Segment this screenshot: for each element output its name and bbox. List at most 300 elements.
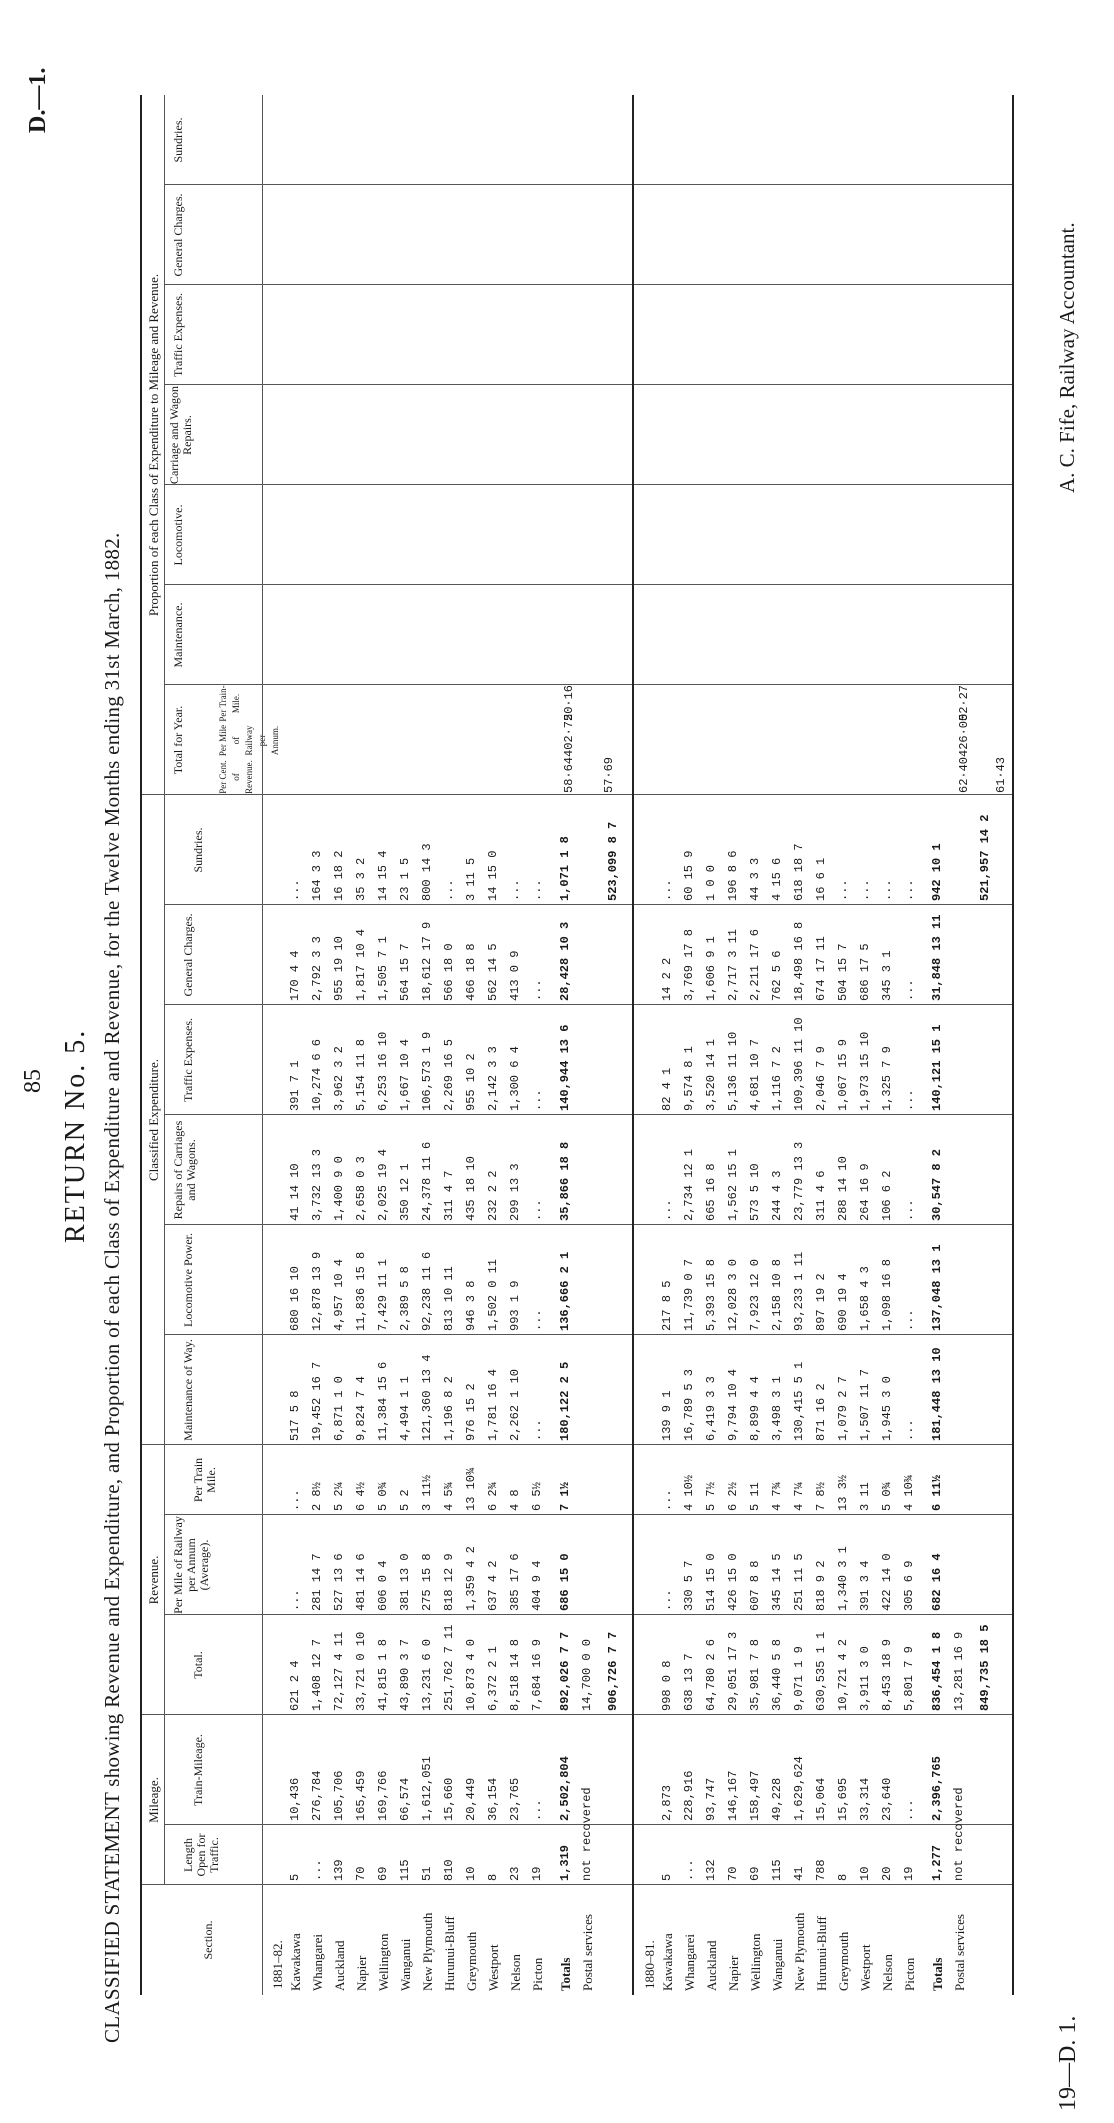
cell-length: ...	[682, 1859, 696, 1881]
header-rule	[164, 95, 165, 1885]
cell-train: 33,314	[858, 1777, 872, 1821]
cell-rev: 8,453 18 9	[880, 1638, 894, 1711]
cell-maint: 3,498 3 1	[770, 1376, 784, 1441]
totals-length: 1,319	[558, 1844, 572, 1881]
section-name: Auckland	[332, 1940, 347, 1991]
cell-train: 20,449	[464, 1777, 478, 1821]
cell-train: 105,706	[332, 1770, 346, 1821]
section-name: Westport	[486, 1944, 501, 1991]
totals-traf: 140,121 15 1	[930, 1024, 944, 1111]
grand-total-revenue: 849,735 18 5	[978, 1624, 992, 1711]
cell-gen: ...	[902, 979, 916, 1001]
year-label: 1881–82.	[270, 1940, 285, 1989]
column-rule	[164, 284, 1012, 285]
cell-length: 115	[770, 1859, 784, 1881]
cell-gen: 674 17 11	[814, 936, 828, 1001]
cell-pm: 385 17 6	[508, 1553, 522, 1611]
cell-loco: 11,739 0 7	[682, 1258, 696, 1331]
cell-rep: 350 12 1	[398, 1163, 412, 1221]
section-name: Wellington	[376, 1933, 391, 1991]
cell-gen: 2,211 17 6	[748, 928, 762, 1001]
totals-rep: 35,866 18 8	[558, 1141, 572, 1221]
cell-sund: ...	[660, 879, 674, 901]
cell-rev: 630,535 1 1	[814, 1631, 828, 1711]
cell-rev: 13,231 6 0	[420, 1638, 434, 1711]
cell-maint: 1,196 8 2	[442, 1376, 456, 1441]
cell-length: 23	[508, 1866, 522, 1881]
totals-length: 1,277	[930, 1844, 944, 1881]
cell-rev: 10,721 4 2	[836, 1638, 850, 1711]
cell-train: 15,064	[814, 1777, 828, 1821]
cell-pm: 514 15 0	[704, 1553, 718, 1611]
column-rule	[164, 184, 1012, 185]
cell-train: 2,873	[660, 1784, 674, 1821]
cell-loco: 897 19 2	[814, 1273, 828, 1331]
section-name: Wellington	[748, 1933, 763, 1991]
return-label: RETURN No. 5.	[60, 1028, 91, 1243]
cell-length: 8	[836, 1873, 850, 1881]
cell-sund: ...	[442, 879, 456, 901]
totals-train: 2,396,765	[930, 1756, 944, 1821]
column-rule	[142, 794, 1012, 795]
cell-loco: 2,158 10 8	[770, 1258, 784, 1331]
cell-rep: 573 5 10	[748, 1163, 762, 1221]
cell-length: 115	[398, 1859, 412, 1881]
cell-pm: 345 14 5	[770, 1553, 784, 1611]
cell-train: 15,695	[836, 1777, 850, 1821]
cell-maint: 139 9 1	[660, 1390, 674, 1441]
cell-train: 169,766	[376, 1770, 390, 1821]
prop-total-ptm-1881: 52·27	[957, 684, 971, 721]
per-cent-revenue-header: Per Cent. of Revenue.	[218, 760, 254, 794]
section-name: Hurunui-Bluff	[442, 1916, 457, 1991]
cell-rev: 251,762 7 11	[442, 1624, 456, 1711]
cell-ptm: 5 2¼	[332, 1482, 346, 1511]
cell-pm: 305 6 9	[902, 1560, 916, 1611]
cell-gen: 170 4 4	[288, 950, 302, 1001]
cell-length: 69	[748, 1866, 762, 1881]
section-name: Wanganui	[770, 1938, 785, 1991]
cell-ptm: 4 8	[508, 1489, 522, 1511]
cell-gen: 504 15 7	[836, 943, 850, 1001]
cell-traf: 5,136 11 10	[726, 1031, 740, 1111]
cell-loco: 2,389 5 8	[398, 1266, 412, 1331]
column-rule	[164, 484, 1012, 485]
cell-rep: 106 6 2	[880, 1170, 894, 1221]
cell-traf: 4,681 10 7	[748, 1038, 762, 1111]
cell-maint: 9,824 7 4	[354, 1376, 368, 1441]
cell-pm: 527 13 6	[332, 1553, 346, 1611]
cell-ptm: 4 7¼	[792, 1482, 806, 1511]
cell-train: 158,497	[748, 1770, 762, 1821]
cell-loco: 7,429 11 1	[376, 1258, 390, 1331]
totals-rev: 836,454 1 8	[930, 1631, 944, 1711]
cell-rep: 311 4 6	[814, 1170, 828, 1221]
cell-maint: ...	[530, 1419, 544, 1441]
cell-pm: ...	[660, 1589, 674, 1611]
cell-length: 10	[858, 1866, 872, 1881]
totals-section: Totals	[558, 1957, 573, 1991]
cell-train: 10,436	[288, 1777, 302, 1821]
totals-pm: 682 16 4	[930, 1553, 944, 1611]
cell-ptm: 7 8½	[814, 1482, 828, 1511]
cell-gen: 1,505 7 1	[376, 936, 390, 1001]
document-reference: D.—1.	[25, 67, 51, 133]
totals-sund: 942 10 1	[930, 843, 944, 901]
general-header: General Charges.	[181, 913, 195, 997]
cell-sund: ...	[902, 879, 916, 901]
section-name: Wanganui	[398, 1938, 413, 1991]
cell-traf: 1,116 7 2	[770, 1046, 784, 1111]
section-name: Whangarei	[682, 1933, 697, 1991]
cell-rep: 299 13 3	[508, 1163, 522, 1221]
classified-statement-table	[140, 95, 1014, 1995]
cell-sund: 16 18 2	[332, 850, 346, 901]
cell-sund: 3 11 5	[464, 857, 478, 901]
cell-train: 36,154	[486, 1777, 500, 1821]
cell-pm: 381 13 0	[398, 1553, 412, 1611]
header-bottom-rule	[262, 95, 263, 1995]
cell-rep: 2,658 0 3	[354, 1156, 368, 1221]
prop-total-pct-1882: 58·64	[562, 756, 576, 793]
cell-pm: 606 0 4	[376, 1560, 390, 1611]
cell-gen: 2,717 3 11	[726, 928, 740, 1001]
prop-grand-pct-1881: 61·43	[994, 756, 1008, 793]
locomotive-header: Locomotive Power.	[181, 1233, 195, 1327]
totals-gen: 28,428 10 3	[558, 921, 572, 1001]
prop-carriage-header: Carriage and Wagon Repairs.	[167, 385, 194, 485]
cell-rev: 7,684 16 9	[530, 1638, 544, 1711]
train-mileage-header: Train-Mileage.	[191, 1734, 205, 1806]
cell-traf: 6,253 16 10	[376, 1031, 390, 1111]
cell-maint: 6,871 1 0	[332, 1376, 346, 1441]
section-name: Whangarei	[310, 1933, 325, 1991]
year-separator-rule	[632, 95, 634, 1995]
cell-loco: 12,028 3 0	[726, 1258, 740, 1331]
section-name: Kawakawa	[660, 1933, 675, 1991]
cell-rep: 1,400 9 0	[332, 1156, 346, 1221]
traffic-header: Traffic Expenses.	[181, 1018, 195, 1102]
prop-total-pct-1881: 62·40	[957, 756, 971, 793]
cell-maint: 16,789 5 3	[682, 1368, 696, 1441]
totals-ptm: 6 11½	[930, 1474, 944, 1511]
cell-length: 788	[814, 1859, 828, 1881]
cell-sund: 164 3 3	[310, 850, 324, 901]
cell-maint: 976 15 2	[464, 1383, 478, 1441]
cell-train: 146,167	[726, 1770, 740, 1821]
cell-loco: 217 8 5	[660, 1280, 674, 1331]
cell-length: 20	[880, 1866, 894, 1881]
cell-ptm: 3 11	[858, 1482, 872, 1511]
cell-sund: 14 15 0	[486, 850, 500, 901]
cell-loco: 93,233 1 11	[792, 1251, 806, 1331]
cell-rev: 3,911 3 0	[858, 1646, 872, 1711]
cell-rev: 8,518 14 8	[508, 1638, 522, 1711]
cell-gen: ...	[530, 979, 544, 1001]
cell-gen: 1,817 10 4	[354, 928, 368, 1001]
cell-sund: ...	[508, 879, 522, 901]
totals-loco: 136,666 2 1	[558, 1251, 572, 1331]
cell-ptm: 4 7¾	[770, 1482, 784, 1511]
cell-pm: 607 8 8	[748, 1560, 762, 1611]
cell-length: 5	[660, 1873, 674, 1881]
cell-rep: 41 14 10	[288, 1163, 302, 1221]
cell-traf: 1,667 10 4	[398, 1038, 412, 1111]
grand-total-expenditure: 523,099 8 7	[606, 821, 620, 901]
cell-gen: 562 14 5	[486, 943, 500, 1001]
cell-length: 810	[442, 1859, 456, 1881]
totals-loco: 137,048 13 1	[930, 1244, 944, 1331]
cell-gen: 3,769 17 8	[682, 928, 696, 1001]
cell-ptm: 5 11	[748, 1482, 762, 1511]
cell-rep: ...	[530, 1199, 544, 1221]
cell-rep: 23,779 13 3	[792, 1141, 806, 1221]
revenue-total-header: Total.	[191, 1651, 205, 1679]
cell-gen: 564 15 7	[398, 943, 412, 1001]
section-header: Section.	[201, 1920, 215, 1960]
cell-gen: 413 0 9	[508, 950, 522, 1001]
footer-page-ref: 19—D. 1.	[1055, 2015, 1081, 2111]
prop-total-ptm-1882: 50·16	[562, 684, 576, 721]
cell-traf: 391 7 1	[288, 1060, 302, 1111]
cell-length: 5	[288, 1873, 302, 1881]
cell-ptm: 4 5¾	[442, 1482, 456, 1511]
cell-rep: 311 4 7	[442, 1170, 456, 1221]
cell-rev: 33,721 0 10	[354, 1631, 368, 1711]
cell-gen: 466 18 8	[464, 943, 478, 1001]
cell-length: 41	[792, 1866, 806, 1881]
column-rule	[164, 1004, 1012, 1005]
cell-pm: ...	[288, 1589, 302, 1611]
cell-ptm: 5 0¾	[880, 1482, 894, 1511]
section-name: Picton	[530, 1957, 545, 1991]
cell-sund: ...	[880, 879, 894, 901]
cell-train: 23,640	[880, 1777, 894, 1821]
per-train-mile-header: Per Train Mile.	[191, 1457, 218, 1503]
cell-ptm: 5 7½	[704, 1482, 718, 1511]
cell-pm: 637 4 2	[486, 1560, 500, 1611]
totals-rev: 892,026 7 7	[558, 1631, 572, 1711]
postal-not-recovered: not recovered	[580, 1787, 594, 1881]
section-name: Hurunui-Bluff	[814, 1916, 829, 1991]
cell-traf: 3,520 14 1	[704, 1038, 718, 1111]
cell-gen: 2,792 3 3	[310, 936, 324, 1001]
cell-traf: ...	[902, 1089, 916, 1111]
section-name: Nelson	[880, 1954, 895, 1991]
cell-rev: 621 2 4	[288, 1660, 302, 1711]
section-name: Napier	[354, 1955, 369, 1991]
column-rule	[164, 384, 1012, 385]
cell-pm: 275 15 8	[420, 1553, 434, 1611]
cell-maint: 6,419 3 3	[704, 1376, 718, 1441]
cell-ptm: 13 3½	[836, 1474, 850, 1511]
cell-sund: 60 15 9	[682, 850, 696, 901]
page-number: 85	[20, 1069, 46, 1093]
cell-rep: 264 16 9	[858, 1163, 872, 1221]
cell-pm: 481 14 6	[354, 1553, 368, 1611]
column-rule	[142, 1444, 1012, 1445]
cell-rep: 2,734 12 1	[682, 1148, 696, 1221]
cell-loco: 690 19 4	[836, 1273, 850, 1331]
signature: A. C. Fife, Railway Accountant.	[1055, 222, 1079, 493]
cell-loco: ...	[530, 1309, 544, 1331]
cell-gen: 18,498 16 8	[792, 921, 806, 1001]
proportion-group-header: Proportion of each Class of Expenditure to Mileage and Revenue.	[146, 273, 161, 617]
cell-rev: 998 0 8	[660, 1660, 674, 1711]
cell-ptm: 5 0¾	[376, 1482, 390, 1511]
cell-sund: 14 15 4	[376, 850, 390, 901]
cell-train: ...	[902, 1799, 916, 1821]
column-rule	[164, 1514, 1012, 1515]
cell-loco: 946 3 8	[464, 1280, 478, 1331]
cell-traf: 1,325 7 9	[880, 1046, 894, 1111]
cell-sund: 1 0 0	[704, 864, 718, 901]
cell-rev: 6,372 2 1	[486, 1646, 500, 1711]
cell-rep: ...	[660, 1199, 674, 1221]
cell-sund: 800 14 3	[420, 843, 434, 901]
cell-gen: 1,606 9 1	[704, 936, 718, 1001]
cell-sund: 618 18 7	[792, 843, 806, 901]
cell-gen: 955 19 10	[332, 936, 346, 1001]
statement-title: CLASSIFIED STATEMENT showing Revenue and Expenditure, and Proportion of each Class of Expenditure and Revenue, for the Twelve Months ending 31st March, 1882.	[100, 532, 124, 2043]
cell-rev: 638 13 7	[682, 1653, 696, 1711]
cell-ptm: 6 5½	[530, 1482, 544, 1511]
prop-sundries-header: Sundries.	[171, 117, 185, 163]
section-name: Greymouth	[836, 1931, 851, 1991]
cell-loco: 1,098 16 8	[880, 1258, 894, 1331]
cell-rev: 35,981 7 8	[748, 1638, 762, 1711]
cell-traf: 2,142 3 3	[486, 1046, 500, 1111]
cell-ptm: 6 2½	[726, 1482, 740, 1511]
section-name: Westport	[858, 1944, 873, 1991]
column-rule	[164, 904, 1012, 905]
postal-revenue: 14,700 0 0	[580, 1638, 594, 1711]
cell-traf: 9,574 8 1	[682, 1046, 696, 1111]
cell-rev: 5,801 7 9	[902, 1646, 916, 1711]
cell-rev: 43,890 3 7	[398, 1638, 412, 1711]
cell-train: 23,765	[508, 1777, 522, 1821]
totals-ptm: 7 1½	[558, 1482, 572, 1511]
cell-rep: 665 16 8	[704, 1163, 718, 1221]
cell-sund: ...	[288, 879, 302, 901]
cell-maint: 8,899 4 4	[748, 1376, 762, 1441]
cell-ptm: 4 10½	[682, 1474, 696, 1511]
cell-loco: 680 16 10	[288, 1266, 302, 1331]
cell-maint: 871 16 2	[814, 1383, 828, 1441]
postal-services-label: Postal services	[580, 1914, 595, 1991]
prop-locomotive-header: Locomotive.	[171, 504, 185, 566]
cell-pm: 818 12 9	[442, 1553, 456, 1611]
cell-traf: 109,396 11 10	[792, 1017, 806, 1111]
cell-gen: 686 17 5	[858, 943, 872, 1001]
cell-loco: 7,923 12 0	[748, 1258, 762, 1331]
totals-pm: 686 15 0	[558, 1553, 572, 1611]
cell-rep: 244 4 3	[770, 1170, 784, 1221]
cell-maint: 19,452 16 7	[310, 1361, 324, 1441]
totals-maint: 181,448 13 10	[930, 1347, 944, 1441]
year-label: 1880–81.	[642, 1940, 657, 1989]
cell-loco: 1,502 0 11	[486, 1258, 500, 1331]
cell-loco: 1,658 4 3	[858, 1266, 872, 1331]
column-rule	[164, 1114, 1012, 1115]
cell-train: 228,916	[682, 1770, 696, 1821]
column-rule	[164, 584, 1012, 585]
cell-maint: 2,262 1 10	[508, 1368, 522, 1441]
prop-traffic-header: Traffic Expenses.	[171, 293, 185, 377]
cell-ptm: 6 4½	[354, 1482, 368, 1511]
prop-general-header: General Charges.	[171, 193, 185, 277]
cell-maint: 4,494 1 1	[398, 1376, 412, 1441]
section-name: Kawakawa	[288, 1933, 303, 1991]
section-name: Auckland	[704, 1940, 719, 1991]
cell-length: 8	[486, 1873, 500, 1881]
cell-length: 139	[332, 1859, 346, 1881]
postal-not-recovered: not recovered	[952, 1787, 966, 1881]
cell-rev: 9,071 1 9	[792, 1646, 806, 1711]
section-name: Picton	[902, 1957, 917, 1991]
cell-maint: 9,794 10 4	[726, 1368, 740, 1441]
cell-train: 165,459	[354, 1770, 368, 1821]
cell-pm: 818 9 2	[814, 1560, 828, 1611]
cell-traf: 1,973 15 10	[858, 1031, 872, 1111]
cell-length: ...	[310, 1859, 324, 1881]
cell-maint: 1,945 3 0	[880, 1376, 894, 1441]
prop-total-pmr-1881: 426·00	[957, 713, 971, 757]
length-open-header: Length Open for Traffic.	[181, 1833, 221, 1877]
cell-traf: 955 10 2	[464, 1053, 478, 1111]
cell-rev: 72,127 4 11	[332, 1631, 346, 1711]
cell-train: 93,747	[704, 1777, 718, 1821]
cell-rep: 288 14 10	[836, 1156, 850, 1221]
cell-gen: 762 5 6	[770, 950, 784, 1001]
section-name: Napier	[726, 1955, 741, 1991]
cell-traf: ...	[530, 1089, 544, 1111]
totals-train: 2,502,804	[558, 1756, 572, 1821]
cell-gen: 345 3 1	[880, 950, 894, 1001]
section-name: Nelson	[508, 1954, 523, 1991]
section-name: New Plymouth	[792, 1912, 807, 1991]
cell-length: 132	[704, 1859, 718, 1881]
classified-group-header: Classified Expenditure.	[146, 1058, 161, 1182]
total-for-year-header: Total for Year.	[171, 705, 185, 775]
totals-gen: 31,848 13 11	[930, 914, 944, 1001]
cell-rep: 24,378 11 6	[420, 1141, 434, 1221]
revenue-group-header: Revenue.	[146, 1555, 161, 1605]
cell-pm: 1,359 4 2	[464, 1546, 478, 1611]
cell-maint: 1,781 16 4	[486, 1368, 500, 1441]
cell-length: 19	[530, 1866, 544, 1881]
cell-rev: 29,051 17 3	[726, 1631, 740, 1711]
cell-sund: 196 8 6	[726, 850, 740, 901]
cell-length: 69	[376, 1866, 390, 1881]
cell-traf: 1,300 6 4	[508, 1046, 522, 1111]
cell-ptm: ...	[288, 1489, 302, 1511]
cell-loco: 4,957 10 4	[332, 1258, 346, 1331]
postal-services-label: Postal services	[952, 1914, 967, 1991]
cell-train: 1,612,051	[420, 1756, 434, 1821]
cell-pm: 391 3 4	[858, 1560, 872, 1611]
section-name: Greymouth	[464, 1931, 479, 1991]
cell-sund: 4 15 6	[770, 857, 784, 901]
cell-maint: 1,079 2 7	[836, 1376, 850, 1441]
cell-loco: 993 1 9	[508, 1280, 522, 1331]
cell-sund: 23 1 5	[398, 857, 412, 901]
cell-rev: 10,873 4 0	[464, 1638, 478, 1711]
cell-pm: 426 15 0	[726, 1553, 740, 1611]
cell-gen: 18,612 17 9	[420, 921, 434, 1001]
cell-rep: 232 2 2	[486, 1170, 500, 1221]
cell-rep: 1,562 15 1	[726, 1148, 740, 1221]
